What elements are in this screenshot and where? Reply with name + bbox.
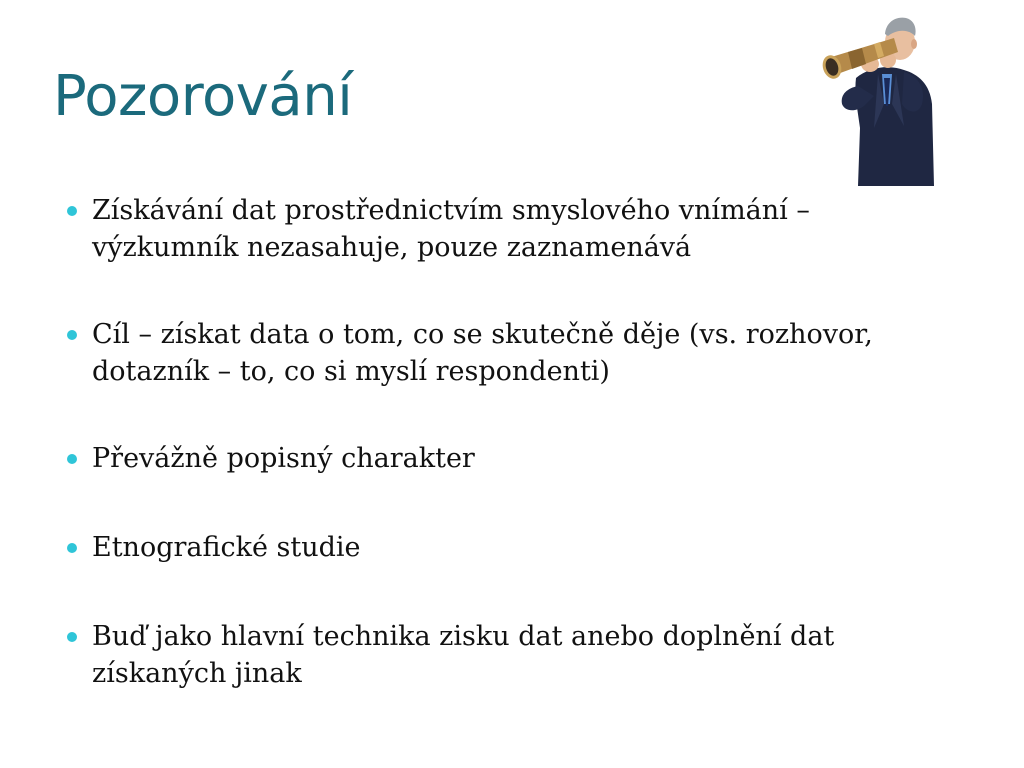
bullet-item [64, 440, 944, 477]
bullet-item [64, 529, 944, 566]
bullet-item [64, 618, 944, 692]
bullet-text: Převážně popisný charakter [92, 443, 475, 474]
bullet-text: Buď jako hlavní technika zisku dat anebo doplnění dat získaných jinak [92, 621, 835, 689]
bullet-list [64, 192, 944, 742]
bullet-dot-icon [67, 330, 77, 340]
bullet-dot-icon [67, 543, 77, 553]
bullet-text: Etnografické studie [92, 532, 361, 563]
bullet-text: Cíl – získat data o tom, co se skutečně děje (vs. rozhovor, dotazník – to, co si myslí respondenti) [92, 319, 873, 387]
bullet-item [64, 316, 944, 390]
bullet-text: Získávání dat prostřednictvím smyslového vnímání – výzkumník nezasahuje, pouze zaznamenává [92, 195, 810, 263]
bullet-dot-icon [67, 454, 77, 464]
bullet-dot-icon [67, 206, 77, 216]
slide-title: Pozorování [53, 64, 353, 129]
man-with-telescope-icon [818, 8, 940, 186]
bullet-dot-icon [67, 632, 77, 642]
bullet-item [64, 192, 944, 266]
